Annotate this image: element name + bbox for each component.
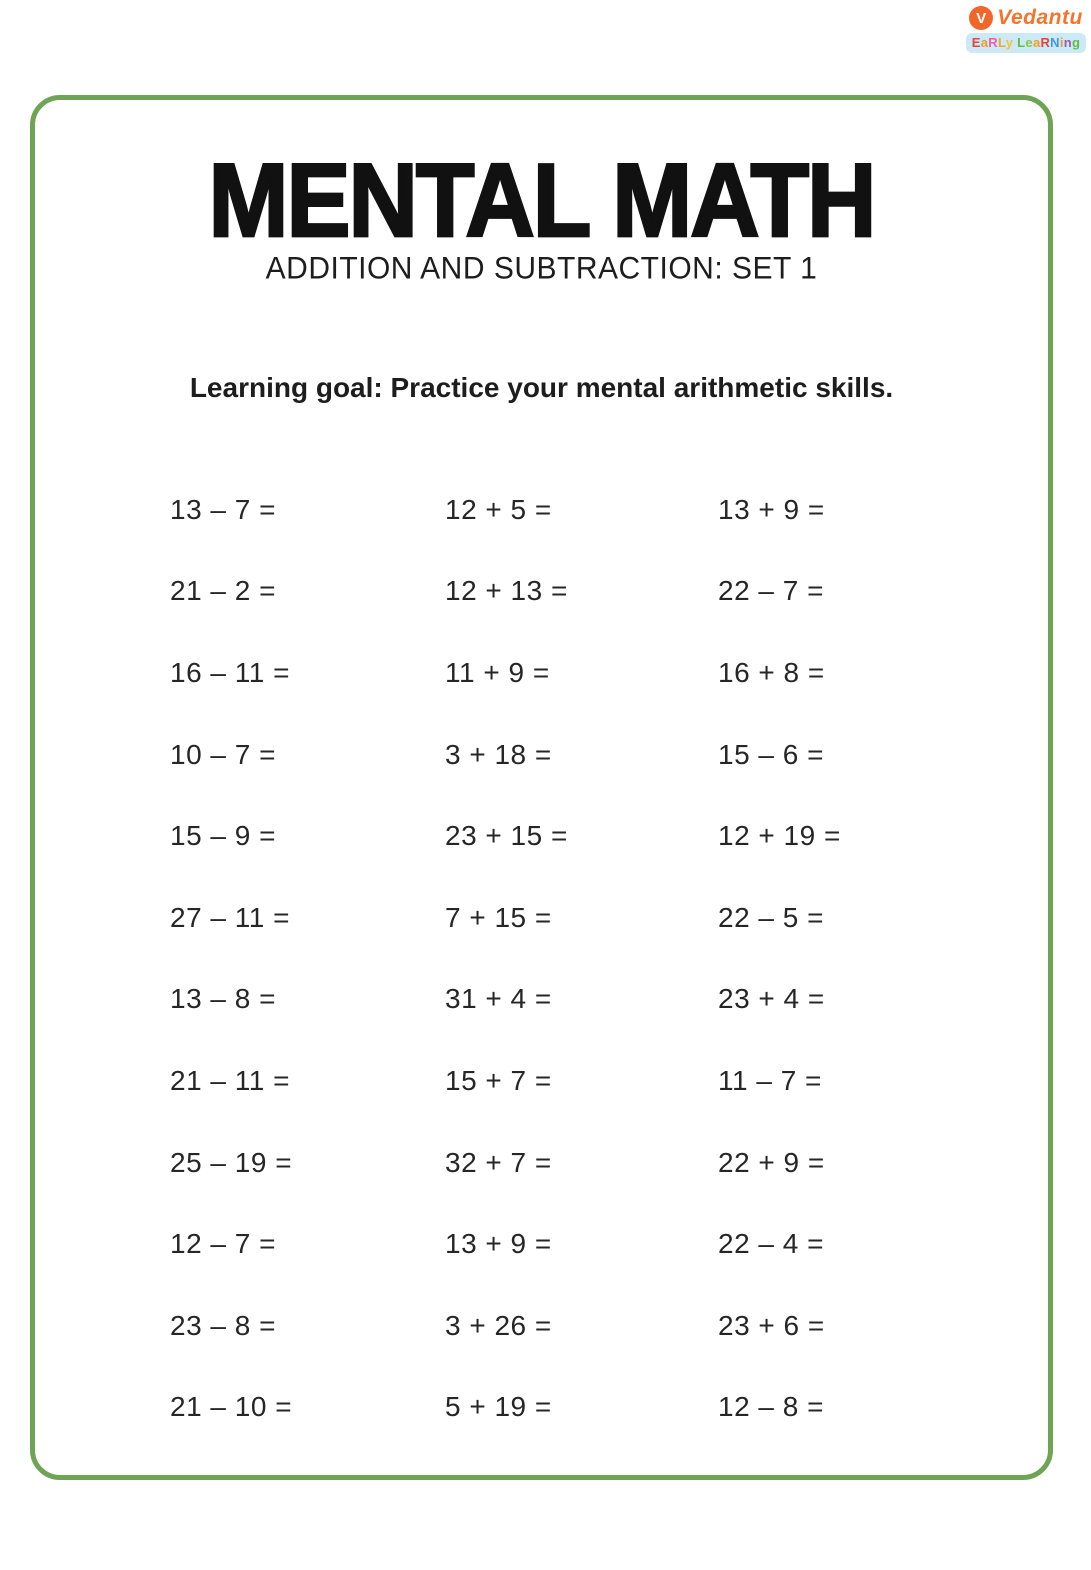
worksheet-card	[30, 95, 1053, 1480]
tagline-letter: L	[997, 35, 1006, 50]
worksheet-subtitle: ADDITION AND SUBTRACTION: SET 1	[265, 251, 818, 286]
math-problem: 25 – 19 =	[170, 1146, 293, 1178]
tagline-letter: n	[1063, 35, 1073, 50]
tagline-letter: e	[1025, 35, 1033, 50]
math-problem: 15 – 9 =	[170, 820, 276, 852]
math-problem: 3 + 18 =	[445, 738, 552, 770]
math-problem: 23 + 4 =	[718, 983, 825, 1015]
brand-name: Vedantu	[997, 6, 1083, 29]
vedantu-v-icon: V	[969, 6, 993, 30]
math-problem: 22 + 9 =	[718, 1146, 825, 1178]
vedantu-logo	[967, 6, 1085, 53]
math-problem: 21 – 2 =	[170, 575, 276, 607]
math-problem: 13 + 9 =	[445, 1228, 552, 1260]
math-problem: 21 – 11 =	[170, 1064, 290, 1096]
tagline-letter: N	[1050, 35, 1060, 50]
math-problem: 11 + 9 =	[445, 656, 550, 688]
tagline-letter: R	[988, 35, 998, 50]
math-problem: 16 + 8 =	[718, 656, 825, 688]
math-problem: 13 + 9 =	[718, 493, 825, 525]
tagline-letter: i	[1059, 35, 1064, 50]
tagline-letter: a	[980, 35, 989, 50]
math-problem: 31 + 4 =	[445, 983, 552, 1015]
tagline-letter: R	[1040, 35, 1051, 50]
math-problem: 32 + 7 =	[445, 1146, 552, 1178]
tagline-letter: E	[971, 35, 981, 50]
math-problem: 12 – 8 =	[718, 1391, 824, 1423]
math-problem: 12 + 13 =	[445, 575, 568, 607]
math-problem: 7 + 15 =	[445, 901, 552, 933]
math-problem: 23 + 15 =	[445, 820, 568, 852]
math-problem: 15 + 7 =	[445, 1064, 552, 1096]
math-problem: 3 + 26 =	[445, 1309, 552, 1341]
learning-goal: Learning goal: Practice your mental arithmetic skills.	[189, 372, 894, 403]
math-problem: 11 – 7 =	[718, 1064, 822, 1096]
tagline-letter: y	[1005, 35, 1014, 50]
worksheet-title: MENTAL MATH	[208, 143, 875, 259]
problems-grid	[170, 469, 968, 1448]
math-problem: 13 – 7 =	[170, 493, 276, 525]
tagline-letter: L	[1017, 35, 1026, 50]
math-problem: 22 – 7 =	[718, 575, 824, 607]
math-problem: 5 + 19 =	[445, 1391, 552, 1423]
math-problem: 12 + 5 =	[445, 493, 552, 525]
tagline-letter: g	[1072, 35, 1081, 50]
math-problem: 27 – 11 =	[170, 901, 290, 933]
math-problem: 22 – 4 =	[718, 1228, 824, 1260]
math-problem: 16 – 11 =	[170, 656, 290, 688]
early-learning-badge	[966, 33, 1087, 53]
math-problem: 10 – 7 =	[170, 738, 276, 770]
math-problem: 22 – 5 =	[718, 901, 824, 933]
math-problem: 13 – 8 =	[170, 983, 276, 1015]
tagline-letter: a	[1032, 35, 1041, 50]
math-problem: 23 – 8 =	[170, 1309, 276, 1341]
math-problem: 21 – 10 =	[170, 1391, 293, 1423]
math-problem: 23 + 6 =	[718, 1309, 825, 1341]
math-problem: 12 – 7 =	[170, 1228, 276, 1260]
math-problem: 15 – 6 =	[718, 738, 824, 770]
brand-row	[969, 6, 1083, 30]
math-problem: 12 + 19 =	[718, 820, 841, 852]
